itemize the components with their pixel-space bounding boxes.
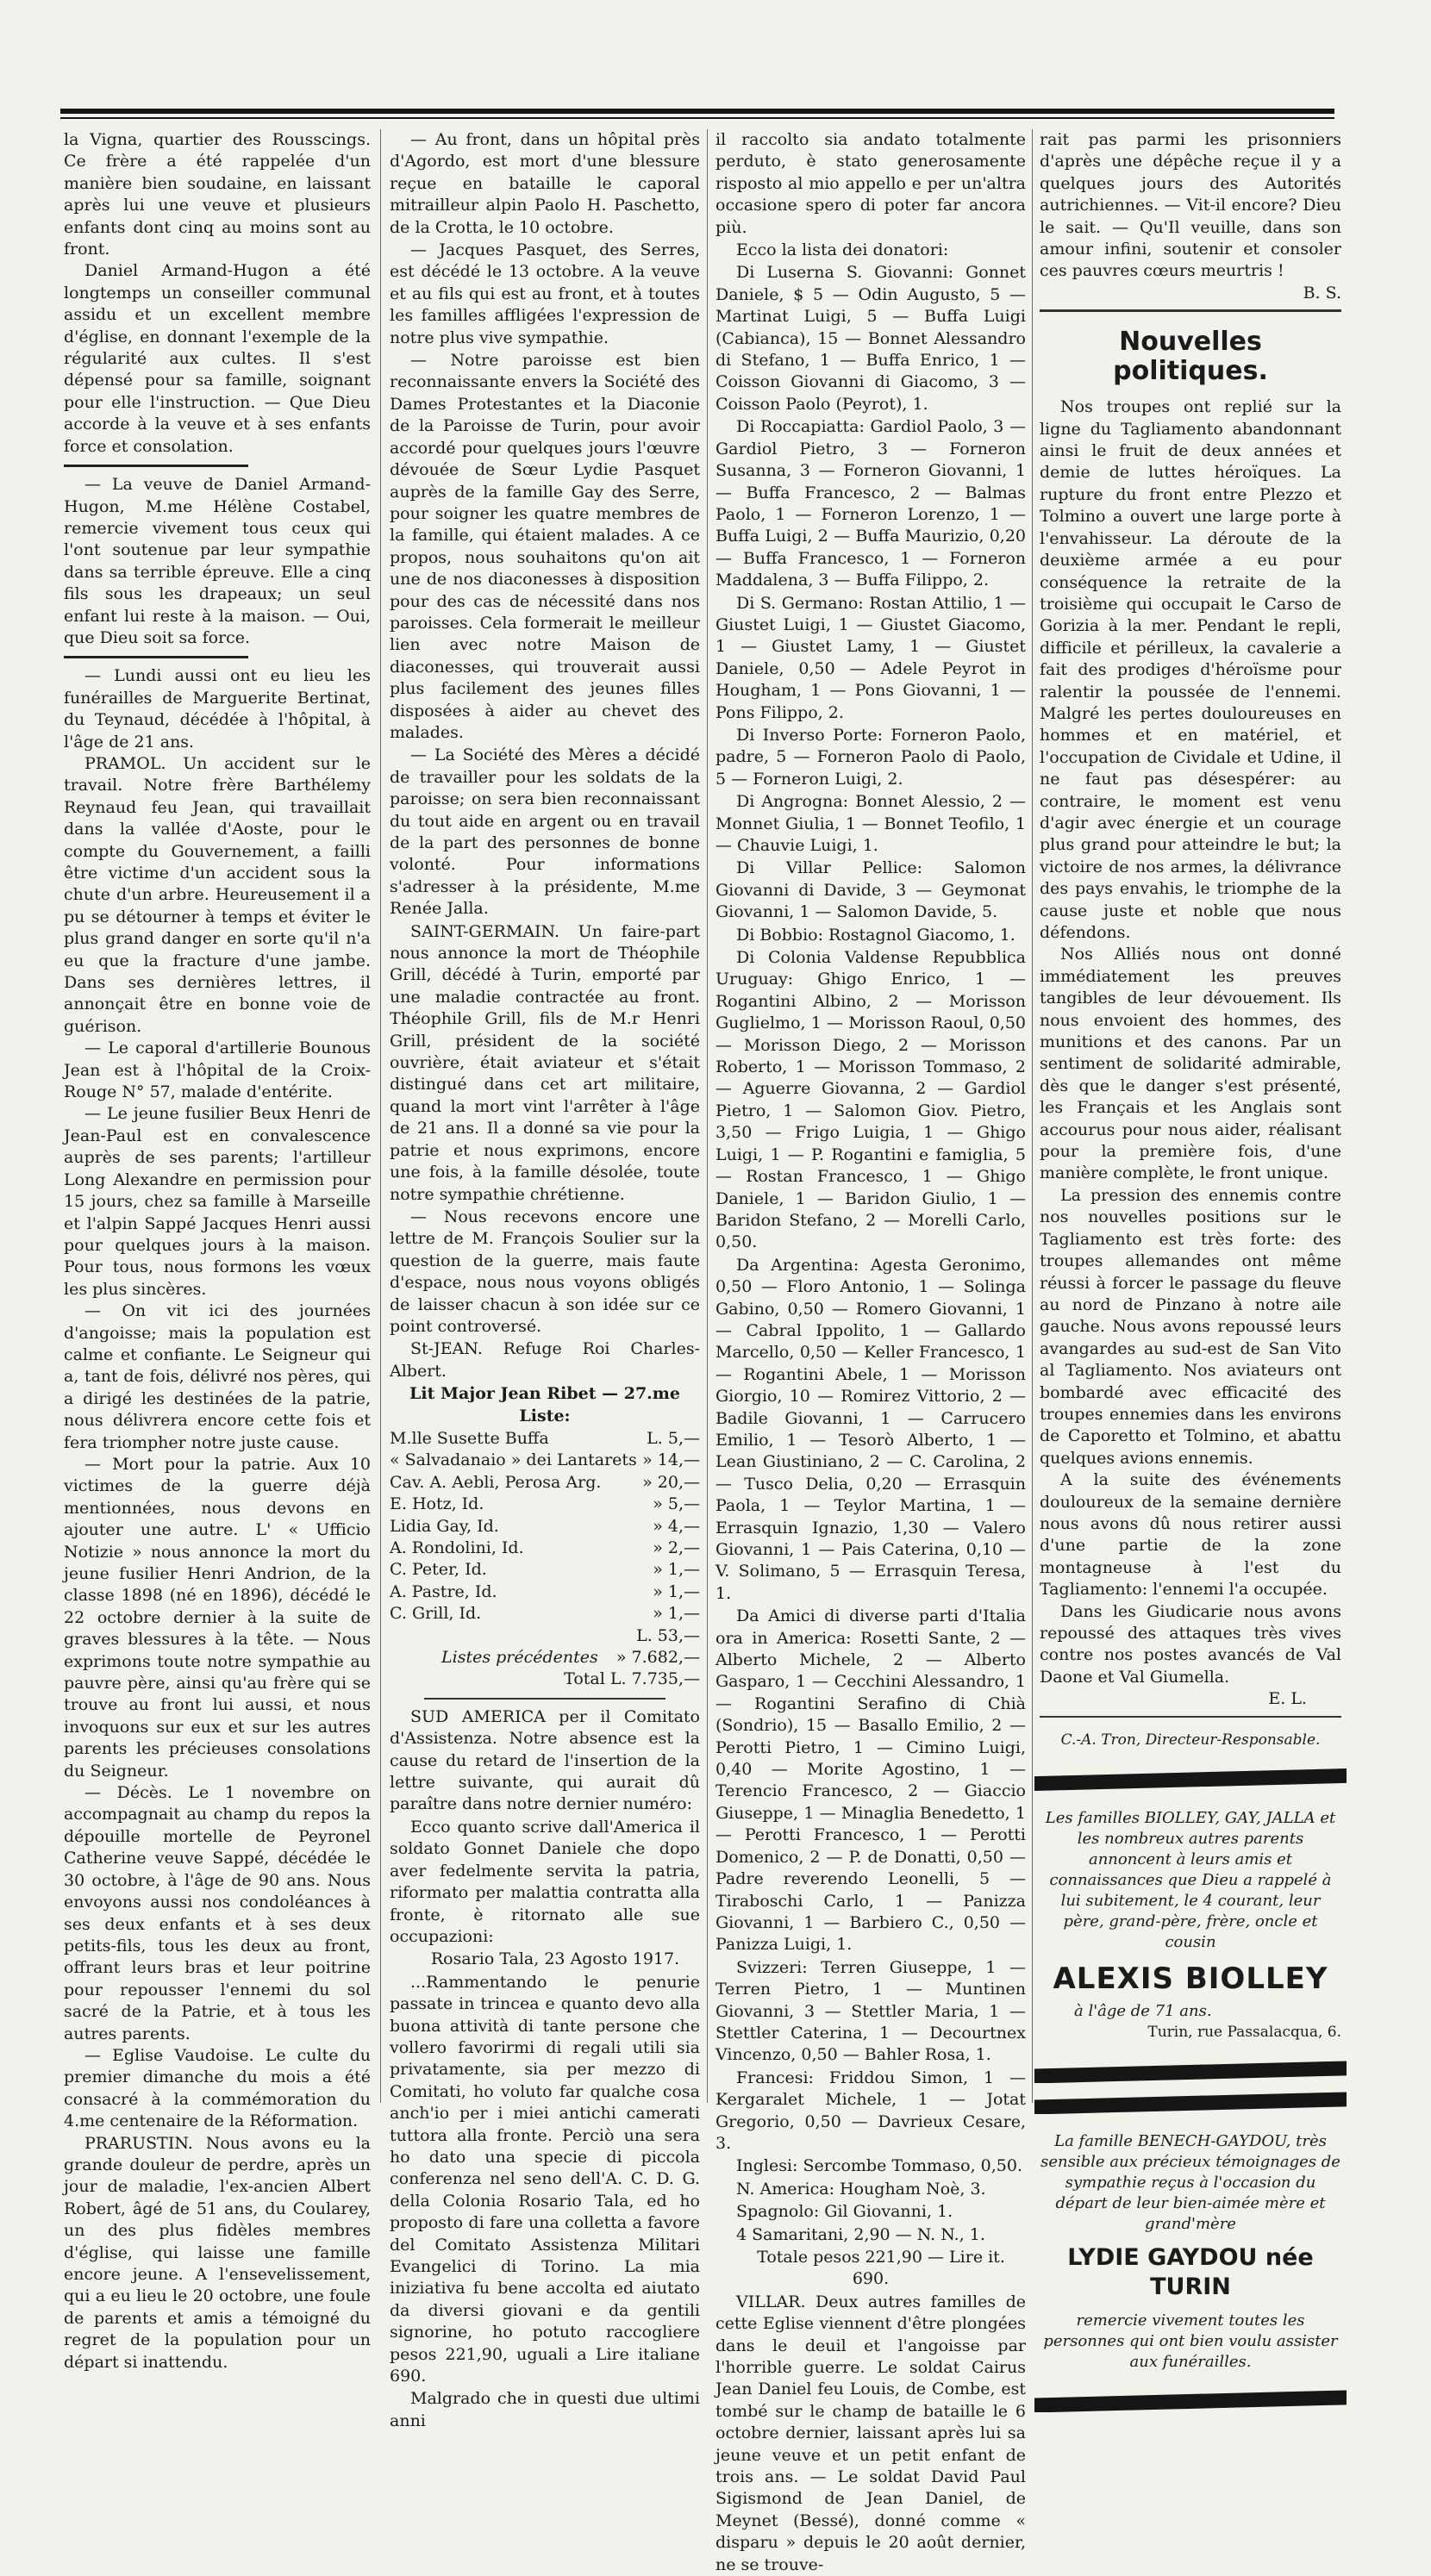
article-paragraph: — Mort pour la patrie. Aux 10 victimes de la guerre déjà mentionnées, nous devons en ajouter une autre. L' « Ufficio Notizie » nous annonce la mort du jeune fusilier Henri Andrion, de la classe 1898 (né en 1896), décédé le 22 octobre dernier à la suite de graves blessures à la tête. — Nous exprimons toute notre sympathie au pauvre père, ainsi qu'au frère qui se trouve au front lui aussi, et nous invoquons sur eux et sur les autres parents les précieuses consolations du Seigneur.: [64, 1454, 371, 1781]
article-paragraph: — Notre paroisse est bien reconnaissante envers la Société des Dames Protestantes et la Diaconie de la Paroisse de Turin, pour avoir accordé pour quelques jours l'œuvre dévouée de Sœur Lydie Pasquet auprès de la famille Gay des Serre, pour soigner les quatre membres de la famille, qui étaient malades. A ce propos, nous souhaitons qu'on ait une de nos diaconesses à disposition pour des cas de nécessité dans nos paroisses. Cela formerait le meilleur lien avec notre Maison de diaconesses, qui trouverait aussi plus facilement des jeunes filles disposées à aider au chevet des malades.: [390, 351, 700, 742]
donor-group: Di Bobbio: Rostagnol Giacomo, 1.: [736, 925, 1015, 945]
donation-list: [390, 1428, 700, 1691]
donation-row: [390, 1537, 700, 1559]
article-signature: E. L.: [1268, 1689, 1307, 1709]
donation-row: [390, 1516, 700, 1537]
donor-amount: » 14,—: [642, 1450, 700, 1470]
mourning-band: [1034, 2390, 1347, 2412]
donor-amount: » 2,—: [653, 1538, 700, 1557]
donation-row: [390, 1559, 700, 1581]
article-paragraph: Dans les Giudicarie nous avons repoussé des attaques très vives contre nos postes avancés de Val Daone et Val Giumella.: [1040, 1601, 1341, 1687]
mourning-band: [1034, 2061, 1347, 2083]
article-paragraph: St-JEAN. Refuge Roi Charles-Albert.: [390, 1339, 700, 1381]
column-2: [390, 129, 700, 2430]
article-paragraph: ...Rammentando le penurie passate in trincea e quanto devo alla buona attività di tante persone che vollero favorirmi di regali utili sia privatamente, sia per mezzo di Comitati, ho voluto far qualche cosa anch'io per i miei antichi camerati tuttora alla fronte. Perciò una sera ho dato una specie di piccola conferenza nel seno dell'A. C. D. G. della Colonia Rosario Tala, ed ho proposto di fare una colletta a favore del Comitato Assistenza Militari Evangelici di Torino. La mia iniziativa fu bene accolta ed aiutato da diversi giovani e da gentili signorine, ho potuto raccogliere pesos 221,90, uguali a Lire italiane 690.: [390, 1972, 700, 2386]
list-previous-label: Listes précédentes: [441, 1648, 598, 1668]
article-paragraph: Daniel Armand-Hugon a été longtemps un conseiller communal assidu et un excellent membre d'église, en donnant l'exemple de la régularité aux cultes. Il s'est dépensé pour sa famille, soignant pour elle l'instruction. — Que Dieu accorde à la veuve et à ses enfants force et consolation.: [64, 261, 371, 456]
donor-amount: » 1,—: [653, 1560, 700, 1580]
donor-group: Da Amici di diverse parti d'Italia ora in America: Rosetti Sante, 2 — Alberto Michele, 2 — Alberto Gasparo, 1 — Cecchini Alessandro, 1 — Rogantini Serafino di Chià (Sondrio), 15 — Basallo Emilio, 2 — Perotti Pietro, 1 — Cimino Luigi, 0,40 — Morite Agostino, 1 — Terencio Francesco, 2 — Giaccio Giuseppe, 1 — Minaglia Benedetto, 1 — Perotti Francesco, 1 — Perotti Domenico, 2 — P. de Donatti, 0,50 — Padre reverendo Leonelli, 5 — Tiraboschi Carlo, 1 — Panizza Giovanni, 1 — Barbiero C., 0,50 — Panizza Luigi, 1.: [716, 1606, 1026, 1955]
donor-group: Di Luserna S. Giovanni: Gonnet Daniele, $ 5 — Odin Augusto, 5 — Martinat Luigi, 5 — Buffa Luigi (Cabianca), 15 — Bonnet Alessandro di Stefano, 1 — Buffa Enrico, 1 — Coisson Giovanni di Giacomo, 3 — Coisson Paolo (Peyrot), 1.: [716, 263, 1026, 414]
separator: [64, 656, 248, 658]
donor-name: M.lle Susette Buffa: [390, 1428, 549, 1448]
donor-name: A. Rondolini, Id.: [390, 1538, 524, 1557]
column-4: [1040, 129, 1341, 2372]
donation-row: [390, 1603, 700, 1625]
article-paragraph: PRARUSTIN. Nous avons eu la grande douleur de perdre, après un jour de maladie, l'ex-ancien Albert Robert, âgé de 51 ans, du Coularey, un des plus fidèles membres d'église, qui laisse une famille encore jeune. A l'ensevelissement, qui a eu lieu le 20 octobre, une foule de parents et amis a témoigné du regret de la population pour un départ si inattendu.: [64, 2133, 371, 2372]
list-subtotal: L. 53,—: [636, 1625, 700, 1645]
donor-name: C. Grill, Id.: [390, 1604, 482, 1624]
donor-name: E. Hotz, Id.: [390, 1494, 484, 1514]
list-previous-amount: » 7.682,—: [616, 1648, 700, 1668]
donation-row: [390, 1428, 700, 1450]
mourning-band: [1034, 2092, 1347, 2114]
article-paragraph: — Nous recevons encore une lettre de M. François Soulier sur la question de la guerre, mais faute d'espace, nous nous voyons obligés de laisser chacun à son idée sur ce point controversé.: [390, 1207, 700, 1336]
donor-group: Spagnolo: Gil Giovanni, 1.: [736, 2202, 953, 2222]
article-signature: B. S.: [1303, 283, 1341, 303]
list-total-label: Total L.: [564, 1669, 627, 1689]
deceased-address: Turin, rue Passalacqua, 6.: [1147, 2024, 1341, 2042]
article-paragraph: VILLAR. Deux autres familles de cette Eglise viennent d'être plongées dans le deuil et l'angoisse par l'horrible guerre. Le soldat Cairus Jean Daniel feu Louis, de Combe, est tombé sur le champ de bataille le 6 octobre dernier, laissant après lui sa jeune veuve et un petit enfant de trois ans. — Le soldat David Paul Sigismond de Jean Daniel, de Meynet (Bessé), donné comme « disparu » depuis le 20 août dernier, ne se trouve-: [716, 2292, 1026, 2574]
donation-row: [390, 1450, 700, 1471]
donor-amount: » 4,—: [653, 1516, 700, 1536]
separator: [424, 1698, 666, 1700]
article-paragraph: — La veuve de Daniel Armand-Hugon, M.me Hélène Costabel, remercie vivement tous ceux qui l'ont soutenue par leur sympathie dans sa terrible épreuve. Elle a cinq fils sous les drapeaux; un seul enfant lui reste à la maison. — Oui, que Dieu soit sa force.: [64, 475, 371, 647]
article-paragraph: — Le caporal d'artillerie Bounous Jean est à l'hôpital de la Croix-Rouge N° 57, malade d'entérite.: [64, 1039, 371, 1102]
article-paragraph: Ecco la lista dei donatori:: [736, 240, 949, 260]
donor-group: Inglesi: Sercombe Tommaso, 0,50.: [736, 2156, 1022, 2176]
donor-name: Cav. A. Aebli, Perosa Arg.: [390, 1472, 602, 1492]
section-heading: Nouvelles politiques.: [1113, 327, 1268, 387]
article-paragraph: — Le jeune fusilier Beux Henri de Jean-Paul est en convalescence auprès de ses parents; l'artilleur Long Alexandre en permission pour 15 jours, chez sa famille à Marseille et l'alpin Sappé Jacques Henri aussi pour quelques jours à la maison. Pour tous, nous formons les vœux les plus sincères.: [64, 1104, 371, 1299]
donor-group: Di Angrogna: Bonnet Alessio, 2 — Monnet Giulia, 1 — Bonnet Teofilo, 1 — Chauvie Luigi, 1.: [716, 792, 1026, 855]
separator: [1040, 1716, 1341, 1718]
mourning-band: [1034, 1768, 1347, 1791]
article-paragraph: A la suite des événements douloureux de la semaine dernière nous avons dû nous retirer aussi d'une partie de la zone montagneuse à l'est du Tagliamento: l'ennemi l'a occupée.: [1040, 1470, 1341, 1600]
list-previous-row: [390, 1647, 700, 1668]
donor-group: Di Colonia Valdense Repubblica Uruguay: Ghigo Enrico, 1 — Rogantini Albino, 2 — Morisson Guglielmo, 1 — Morisson Raoul, 0,50 — Morisson Diego, 2 — Morisson Roberto, 1 — Morisson Tommaso, 2 — Aguerre Giovanna, 2 — Gardiol Pietro, 1 — Salomon Giov. Pietro, 3,50 — Frigo Luigia, 1 — Ghigo Luigi, 1 — P. Rogantini e famiglia, 5 — Rostan Francesco, 1 — Ghigo Daniele, 1 — Baridon Giulio, 1 — Baridon Stefano, 2 — Morelli Carlo, 0,50.: [716, 948, 1026, 1252]
donor-group: Di Inverso Porte: Forneron Paolo, padre, 5 — Forneron Paolo di Paolo, 5 — Forneron Luigi, 2.: [716, 725, 1026, 789]
donation-row: [390, 1581, 700, 1603]
article-paragraph: — Jacques Pasquet, des Serres, est décédé le 13 octobre. A la veuve et au fils qui est au front, et à toutes les familles affligées l'expression de notre plus vive sympathie.: [390, 240, 700, 347]
donor-group: Di Villar Pellice: Salomon Giovanni di Davide, 3 — Geymonat Giovanni, 1 — Salomon Davide, 5.: [716, 858, 1026, 922]
donor-group: Da Argentina: Agesta Geronimo, 0,50 — Floro Antonio, 1 — Solinga Gabino, 0,50 — Romero Giovanni, 1 — Cabral Ippolito, 1 — Gallardo Marcello, 0,50 — Keller Francesco, 1 — Rogantini Abele, 1 — Morisson Giorgio, 10 — Romirez Vittorio, 2 — Badile Giovanni, 1 — Carrucero Emilio, 1 — Tesorò Alberto, 1 — Lean Giustiniano, 2 — C. Carolina, 2 — Tusco Delia, 0,20 — Errasquin Paola, 1 — Teylor Martina, 1 — Errasquin Ignazio, 1,30 — Valero Giovanni, 1 — Pais Caterina, 0,10 — V. Solimano, 5 — Errasquin Teresa, 1.: [716, 1255, 1026, 1603]
column-divider: [1032, 129, 1033, 2103]
donation-row: [390, 1472, 700, 1494]
donor-amount: » 5,—: [653, 1494, 700, 1514]
article-paragraph: SAINT-GERMAIN. Un faire-part nous annonce la mort de Théophile Grill, décédé à Turin, emporté par une maladie contractée au front. Théophile Grill, fils de M.r Henri Grill, président de la société ouvrière, était aviateur et s'était distingué dans cet art militaire, quand la mort vint l'arrêter à l'âge de 21 ans. Il a donné sa vie pour la patrie et nous exprimons, encore une fois, à la famille désolée, toute notre sympathie chrétienne.: [390, 921, 700, 1204]
donor-name: « Salvadanaio » dei Lantarets: [390, 1450, 637, 1470]
separator: [64, 465, 248, 467]
donor-group: Svizzeri: Terren Giuseppe, 1 — Terren Pietro, 1 — Muntinen Giovanni, 3 — Stettler Maria, 1 — Stettler Caterina, 1 — Decourtnex Vincenzo, 0,50 — Bahler Rosa, 1.: [716, 1957, 1026, 2065]
article-paragraph: PRAMOL. Un accident sur le travail. Notre frère Barthélemy Reynaud feu Jean, qui travaillait dans la vallée d'Aoste, pour le compte du Gouvernement, a failli être victime d'un accident sous la chute d'un arbre. Heureusement il a pu se détourner à temps et éviter le plus grand danger en sorte qu'il n'a eu que la fracture d'une jambe. Dans ses dernières lettres, il annonçait être en bonne voie de guérison.: [64, 753, 371, 1036]
death-notice-text: Les familles BIOLLEY, GAY, JALLA et les nombreux autres parents annoncent à leurs amis et connaissances que Dieu a rappelé à lui subitement, le 4 courant, leur père, grand-père, frère, oncle et cousin: [1045, 1809, 1336, 1952]
article-paragraph: Malgrado che in questi due ultimi anni: [390, 2389, 700, 2430]
article-paragraph: — La Société des Mères a décidé de travailler pour les soldats de la paroisse; on sera bien reconnaissant du tout aide en argent ou en travail de la part des personnes de bonne volonté. Pour informations s'adresser à la présidente, M.me Renée Jalla.: [390, 745, 700, 919]
article-paragraph: — Décès. Le 1 novembre on accompagnait au champ du repos la dépouille mortelle de Peyronel Catherine veuve Sappé, décédée le 30 octobre, à l'âge de 90 ans. Nous envoyons aussi nos condoléances à ses deux enfants et à ses deux petits-fils, tous les deux au front, offrant leurs bras et leur poitrine pour repousser l'ennemi du sol sacré de la Patrie, et à tous les autres parents.: [64, 1783, 371, 2043]
donor-amount: » 20,—: [642, 1472, 700, 1492]
donor-group: 4 Samaritani, 2,90 — N. N., 1.: [736, 2224, 985, 2244]
header-rule-thin: [60, 117, 1334, 119]
thanks-notice-text: La famille BENECH-GAYDOU, très sensible aux précieux témoignages de sympathie reçus à l'occasion du départ de leur bien-aimée mère et grand'mère: [1040, 2132, 1340, 2234]
article-paragraph: — Eglise Vaudoise. Le culte du premier dimanche du mois a été consacré à la commémoration du 4.me centenaire de la Réformation.: [64, 2045, 371, 2131]
article-paragraph: La pression des ennemis contre nos nouvelles positions sur le Tagliamento est très forte: des troupes allemandes ont même réussi à forcer le passage du fleuve au nord de Pinzano à notre aile gauche. Nous avons repoussé leurs avangardes au sud-est de San Vito al Tagliamento. Nos aviateurs ont bombardé avec efficacité des troupes ennemies dans les environs de Caporetto et Tolmino, et abattu quelques avions ennemis.: [1040, 1185, 1341, 1468]
list-total-amount: 7.735,—: [631, 1669, 700, 1689]
separator: [1040, 309, 1341, 312]
deceased-age: à l'âge de 71 ans.: [1074, 2002, 1212, 2021]
donor-amount: » 1,—: [653, 1604, 700, 1624]
thanks-notice-end: remercie vivement toutes les personnes qui ont bien voulu assister aux funérailles.: [1043, 2311, 1338, 2372]
article-paragraph: — Au front, dans un hôpital près d'Agordo, est mort d'une blessure reçue en bataille le caporal mitrailleur alpin Paolo H. Paschetto, de la Crotta, le 10 octobre.: [390, 130, 700, 237]
column-3: [716, 129, 1026, 2574]
article-paragraph: SUD AMERICA per il Comitato d'Assistenza. Notre absence est la cause du retard de l'insertion de la lettre suivante, qui aurait dû paraître dans notre dernier numéro:: [390, 1706, 700, 1814]
donation-list-title: Lit Major Jean Ribet — 27.me Liste:: [409, 1384, 680, 1425]
article-paragraph: rait pas parmi les prisonniers d'après une dépêche reçue il y a quelques jours des Autorités autrichiennes. — Vit-il encore? Dieu le sait. — Qu'Il veuille, dans son amour infini, soutenir et consoler ces pauvres cœurs meurtris !: [1040, 130, 1341, 281]
article-paragraph: il raccolto sia andato totalmente perduto, è stato generosamente risposto al mio appello e per un'altra occasione spero di poter far ancora più.: [716, 130, 1026, 237]
donor-group: Di Roccapiatta: Gardiol Paolo, 3 — Gardiol Pietro, 3 — Forneron Susanna, 3 — Forneron Giovanni, 1 — Buffa Francesco, 2 — Balmas Paolo, 1 — Forneron Lorenzo, 1 — Buffa Luigi, 2 — Buffa Maurizio, 0,20 — Buffa Francesco, 1 — Forneron Maddalena, 3 — Buffa Filippo, 2.: [716, 417, 1026, 590]
article-paragraph: Ecco quanto scrive dall'America il soldato Gonnet Daniele che dopo aver fedelmente servita la patria, riformato per malattia contratta alla fronte, è ritornato alle sue occupazioni:: [390, 1817, 700, 1946]
column-divider: [380, 129, 381, 2103]
deceased-name: LYDIE GAYDOU née TURIN: [1067, 2244, 1314, 2301]
deceased-name: ALEXIS BIOLLEY: [1053, 1962, 1328, 1997]
donor-name: Lidia Gay, Id.: [390, 1516, 499, 1536]
article-paragraph: — On vit ici des journées d'angoisse; mais la population est calme et confiante. Le Seigneur qui a, tant de fois, délivré nos pères, qui a dirigé les destinées de la patrie, nous délivrera encore cette fois et fera triompher notre juste cause.: [64, 1301, 371, 1452]
column-1: [64, 129, 371, 2372]
donor-group: N. America: Hougham Noè, 3.: [736, 2179, 986, 2199]
donor-amount: L. 5,—: [647, 1428, 700, 1448]
donor-name: C. Peter, Id.: [390, 1560, 487, 1580]
donor-group: Francesi: Friddou Simon, 1 — Kergaralet Michele, 1 — Jotat Gregorio, 0,50 — Davrieux Cesare, 3.: [716, 2068, 1026, 2153]
letter-dateline: Rosario Tala, 23 Agosto 1917.: [430, 1949, 680, 1969]
donor-group: Di S. Germano: Rostan Attilio, 1 — Giustet Luigi, 1 — Giustet Giacomo, 1 — Giustet Lamy, 1 — Giustet Daniele, 0,50 — Adele Peyrot in Hougham, 1 — Pons Giovanni, 1 — Pons Filippo, 2.: [716, 593, 1026, 722]
article-paragraph: la Vigna, quartier des Rousscings. Ce frère a été rappelée d'un manière bien soudaine, en laissant après lui une veuve et plusieurs enfants dont cinq au moins sont au front.: [64, 130, 371, 259]
director-line: C.-A. Tron, Directeur-Responsable.: [1060, 1731, 1321, 1749]
article-paragraph: Nos troupes ont replié sur la ligne du Tagliamento abandonnant ainsi le fruit de deux années et demie de luttes héroïques. La rupture du front entre Plezzo et Tolmino a ouvert une large porte à l'envahisseur. La déroute de la deuxième armée a eu pour conséquence la retraite de la troisième qui occupait le Carso de Gorizia à la mer. Pendant le repli, difficile et périlleux, la cavalerie a fait des prodiges d'héroïsme pour ralentir la poussée de l'ennemi. Malgré les pertes douloureuses en hommes et en matériel, et l'occupation de Cividale et Udine, il ne faut pas désespérer: au contraire, le moment est venu d'agir avec énergie et un courage plus grand pour atteindre le but; la victoire de nos armes, la délivrance des pays envahis, le triomphe de la cause juste et noble que nous défendons.: [1040, 397, 1341, 942]
donation-total: Totale pesos 221,90 — Lire it. 690.: [757, 2248, 1005, 2289]
donation-row: [390, 1494, 700, 1515]
list-total-row: [390, 1668, 700, 1690]
header-rule: [60, 109, 1334, 114]
column-divider: [707, 129, 708, 2103]
article-paragraph: — Lundi aussi ont eu lieu les funérailles de Marguerite Bertinat, du Teynaud, décédée à l'hôpital, à l'âge de 21 ans.: [64, 666, 371, 752]
article-paragraph: Nos Alliés nous ont donné immédiatement les preuves tangibles de leur dévouement. Ils nous envoient des hommes, des munitions et des canons. Par un sentiment de solidarité admirable, dès que le danger s'est présenté, les Français et les Anglais sont accourus pour nous aider, réalisant pour la première fois, d'une manière complète, le front unique.: [1040, 945, 1341, 1183]
donor-amount: » 1,—: [653, 1581, 700, 1601]
donor-name: A. Pastre, Id.: [390, 1581, 497, 1601]
